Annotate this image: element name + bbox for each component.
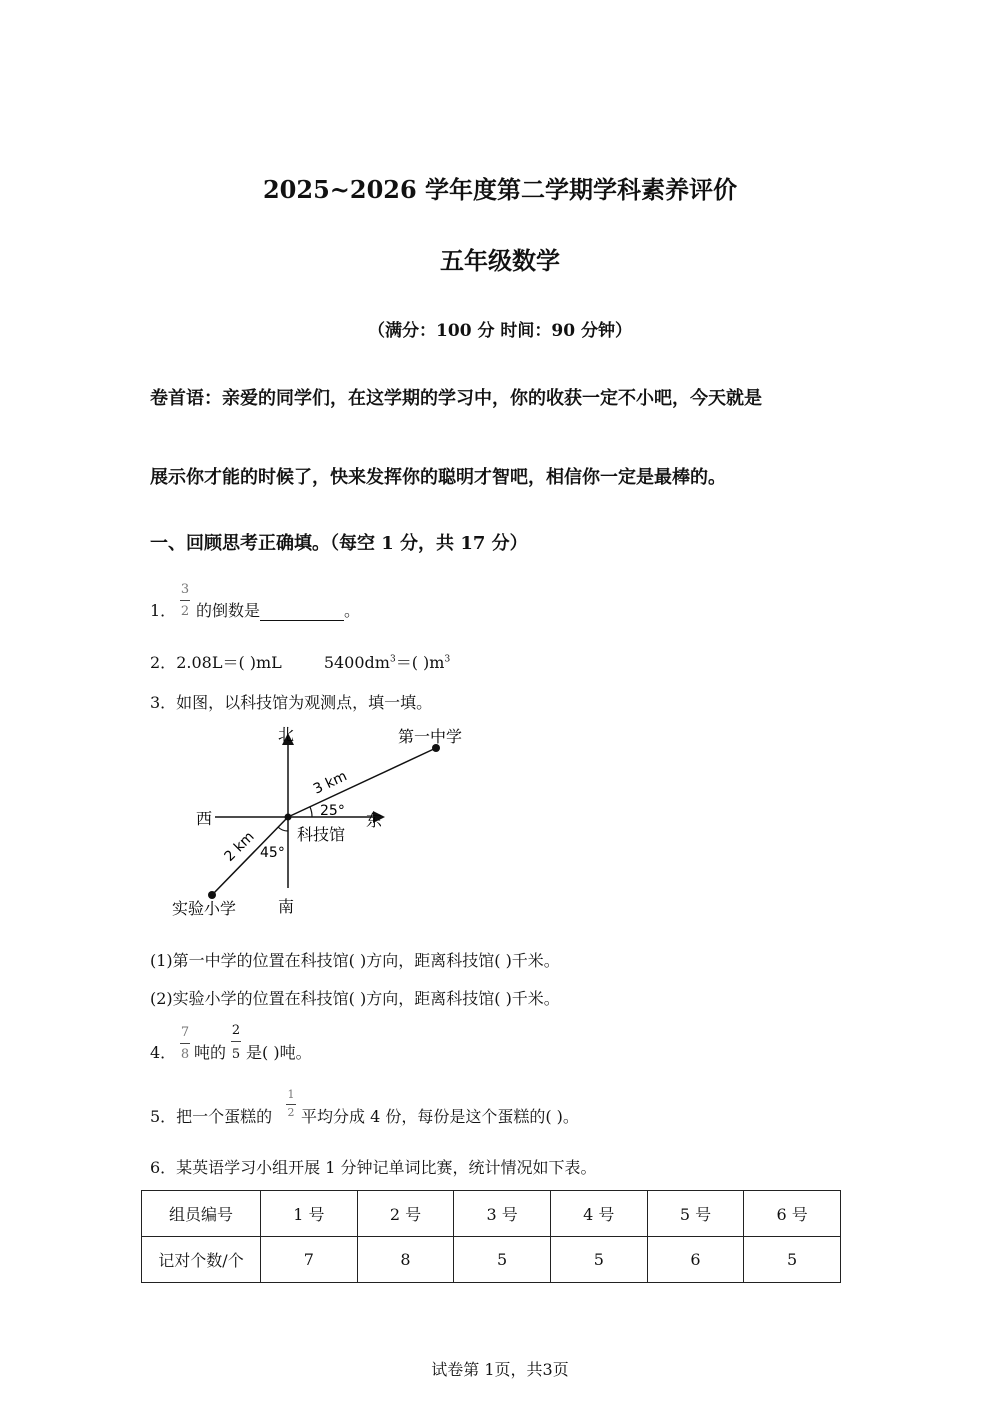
question-5 bbox=[150, 1086, 670, 1130]
distance-2-label: 2 km bbox=[221, 828, 258, 865]
q4-fraction-2-bar bbox=[231, 1041, 241, 1042]
school-2-label: 实验小学 bbox=[172, 899, 237, 918]
q5-post-text: 平均分成 4 份，每份是这个蛋糕的( )。 bbox=[301, 1107, 579, 1126]
table-header-cell: 组员编号 bbox=[142, 1191, 261, 1237]
school-2-point bbox=[208, 891, 216, 899]
table-cell: 3 号 bbox=[454, 1191, 551, 1237]
angle-2-label: 45° bbox=[260, 845, 285, 861]
table-row bbox=[142, 1237, 841, 1283]
question-3-sub-1: (1)第一中学的位置在科技馆( )方向，距离科技馆( )千米。 bbox=[150, 951, 560, 970]
q1-number: 1． bbox=[150, 601, 177, 620]
page-footer: 试卷第 1页，共3页 bbox=[431, 1360, 569, 1379]
q4-fraction-1-denominator: 8 bbox=[180, 1047, 190, 1062]
q5-fraction-numerator: 1 bbox=[287, 1088, 295, 1101]
q1-fraction-numerator: 3 bbox=[180, 582, 190, 597]
q5-fraction-bar bbox=[286, 1104, 296, 1105]
q4-number: 4． bbox=[150, 1043, 177, 1062]
q4-fraction-2-numerator: 2 bbox=[231, 1023, 241, 1038]
question-2 bbox=[150, 650, 450, 673]
question-3-sub-2: (2)实验小学的位置在科技馆( )方向，距离科技馆( )千米。 bbox=[150, 989, 560, 1008]
exam-title: 2025~2026 学年度第二学期学科素养评价 bbox=[262, 175, 738, 204]
exam-info: （满分：100 分 时间：90 分钟） bbox=[368, 321, 632, 341]
q1-fraction-bar bbox=[180, 600, 190, 601]
q4-fraction-2-denominator: 5 bbox=[231, 1047, 241, 1062]
west-label: 西 bbox=[196, 809, 213, 828]
table-cell: 5 号 bbox=[647, 1191, 744, 1237]
table-row bbox=[142, 1191, 841, 1237]
table-cell: 6 号 bbox=[744, 1191, 841, 1237]
preface-line-1: 卷首语：亲爱的同学们，在这学期的学习中，你的收获一定不小吧，今天就是 bbox=[150, 388, 762, 409]
q2-number: 2． bbox=[150, 653, 177, 672]
q5-pre-text: 5．把一个蛋糕的 bbox=[150, 1107, 273, 1126]
center-point bbox=[285, 814, 292, 821]
word-contest-table bbox=[141, 1190, 841, 1283]
school-1-label: 第一中学 bbox=[398, 727, 463, 746]
question-3-intro: 3．如图，以科技馆为观测点，填一填。 bbox=[150, 693, 433, 712]
question-1 bbox=[150, 580, 450, 626]
q4-mid-text: 吨的 bbox=[194, 1043, 227, 1062]
table-cell: 2 号 bbox=[357, 1191, 454, 1237]
table-cell: 1 号 bbox=[261, 1191, 358, 1237]
distance-1-label: 3 km bbox=[310, 768, 350, 798]
center-label: 科技馆 bbox=[297, 825, 346, 844]
table-header-cell: 记对个数/个 bbox=[142, 1237, 261, 1283]
q4-fraction-1-bar bbox=[180, 1043, 190, 1044]
q2-part-a: 2.08L＝( )mL bbox=[176, 653, 282, 672]
question-4 bbox=[150, 1024, 450, 1068]
q1-answer-blank[interactable] bbox=[260, 604, 344, 621]
table-cell: 4 号 bbox=[550, 1191, 647, 1237]
exam-subtitle: 五年级数学 bbox=[440, 246, 560, 275]
table-cell: 8 bbox=[357, 1237, 454, 1283]
north-label: 北 bbox=[278, 725, 295, 744]
table-cell: 5 bbox=[454, 1237, 551, 1283]
section-1-heading: 一、回顾思考正确填。（每空 1 分，共 17 分） bbox=[150, 533, 528, 554]
angle-arc-25 bbox=[310, 807, 312, 817]
q1-fraction-denominator: 2 bbox=[180, 604, 190, 619]
question-6-intro: 6．某英语学习小组开展 1 分钟记单词比赛，统计情况如下表。 bbox=[150, 1158, 597, 1177]
table-cell: 5 bbox=[744, 1237, 841, 1283]
q4-fraction-1-numerator: 7 bbox=[180, 1025, 190, 1040]
angle-arc-45 bbox=[278, 827, 288, 831]
preface-line-2: 展示你才能的时候了，快来发挥你的聪明才智吧，相信你一定是最棒的。 bbox=[150, 467, 726, 488]
q1-text: 的倒数是 。 bbox=[196, 601, 361, 620]
direction-diagram bbox=[160, 718, 500, 928]
angle-1-label: 25° bbox=[320, 803, 345, 819]
south-label: 南 bbox=[278, 897, 295, 916]
q4-end-text: 是( )吨。 bbox=[246, 1043, 312, 1062]
table-cell: 7 bbox=[261, 1237, 358, 1283]
q5-fraction-denominator: 2 bbox=[287, 1106, 295, 1119]
table-cell: 6 bbox=[647, 1237, 744, 1283]
east-label: 东 bbox=[366, 811, 383, 830]
table-cell: 5 bbox=[550, 1237, 647, 1283]
q2-part-b: $5400dm^3=$( )$m^3$ bbox=[323, 653, 451, 672]
